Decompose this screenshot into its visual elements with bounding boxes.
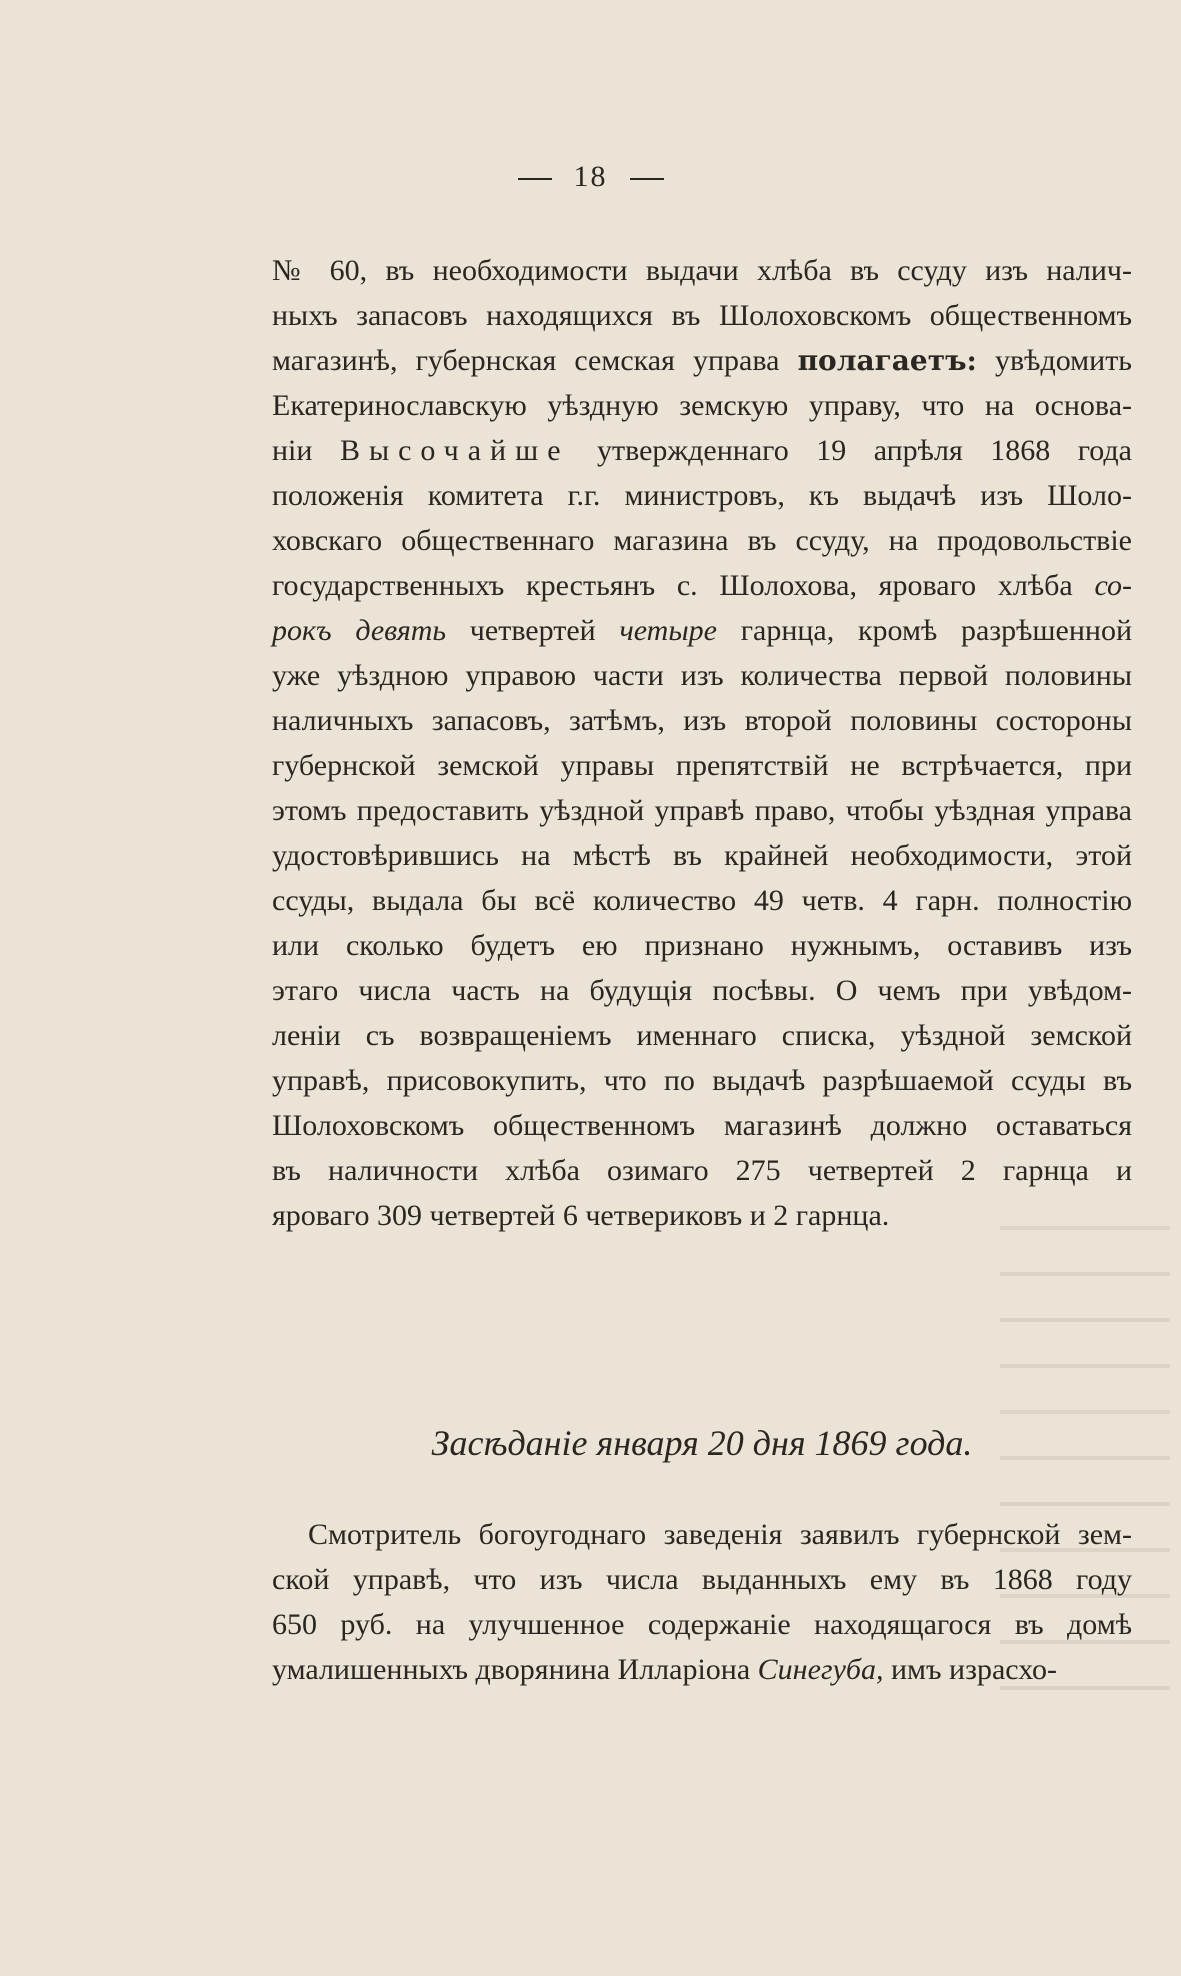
paragraph-session <box>272 1512 1132 1692</box>
text-line <box>272 1647 1132 1692</box>
text-line <box>272 698 1132 743</box>
text-segment: или сколько будетъ ею признано нужнымъ, оставивъ изъ <box>272 929 1132 962</box>
text-line <box>272 1193 1132 1238</box>
text-segment: со- <box>1094 569 1132 602</box>
text-segment: леніи съ возвращеніемъ именнаго списка, уѣздной земской <box>272 1019 1132 1052</box>
text-line <box>272 608 1132 653</box>
page-number-left-dash <box>518 178 552 180</box>
text-segment: удостовѣрившись на мѣстѣ въ крайней необходимости, этой <box>272 839 1132 872</box>
text-segment: Смотритель богоугоднаго заведенія заявилъ губернской зем- <box>308 1518 1132 1551</box>
text-segment: государственныхъ крестьянъ с. Шолохова, яроваго хлѣба <box>272 569 1095 602</box>
text-segment: этаго числа часть на будущія посѣвы. О чемъ при увѣдом- <box>272 974 1132 1007</box>
text-segment: Екатеринославскую уѣздную земскую управу, что на основа- <box>272 389 1132 422</box>
text-segment: уже уѣздною управою части изъ количества первой половины <box>272 659 1132 692</box>
text-segment: магазинѣ, губернская семская управа <box>272 344 798 377</box>
text-segment: № 60, въ необходимости выдачи хлѣба въ ссуду изъ налич- <box>272 254 1132 287</box>
section-heading: Засѣданіе января 20 дня 1869 года. <box>431 1423 973 1463</box>
text-segment: въ наличности хлѣба озимаго 275 четвертей 2 гарнца и <box>272 1154 1132 1187</box>
text-line <box>272 473 1132 518</box>
text-line <box>272 563 1132 608</box>
text-segment: полагаетъ: <box>797 344 977 377</box>
text-line <box>272 518 1132 563</box>
page-number-value: 18 <box>573 160 608 193</box>
text-segment: гарнца, кромѣ разрѣшенной <box>716 614 1132 647</box>
text-segment: положенія комитета г.г. министровъ, къ выдачѣ изъ Шоло- <box>272 479 1132 512</box>
text-line <box>272 1512 1132 1557</box>
text-line <box>272 1058 1132 1103</box>
text-line <box>272 248 1132 293</box>
text-segment: губернской земской управы препятствій не встрѣчается, при <box>272 749 1132 782</box>
text-line <box>272 1602 1132 1647</box>
text-segment: 650 руб. на улучшенное содержаніе находящагося въ домѣ <box>272 1608 1132 1641</box>
text-line <box>272 743 1132 788</box>
text-segment: рокъ девять <box>272 614 447 647</box>
text-segment: четвертей <box>446 614 620 647</box>
text-line <box>272 1013 1132 1058</box>
text-line <box>272 878 1132 923</box>
text-segment: увѣдомить <box>976 344 1132 377</box>
text-segment: этомъ предоставить уѣздной управѣ право, чтобы уѣздная управа <box>272 794 1132 827</box>
page-number <box>0 160 1181 194</box>
text-line <box>272 428 1132 473</box>
text-segment: ныхъ запасовъ находящихся въ Шолоховскомъ общественномъ <box>272 299 1132 332</box>
text-line <box>272 653 1132 698</box>
text-segment: ніи <box>272 434 340 467</box>
text-line <box>272 1557 1132 1602</box>
text-line <box>272 788 1132 833</box>
text-line <box>272 1103 1132 1148</box>
text-line <box>272 833 1132 878</box>
text-segment: Высочайше <box>339 434 570 467</box>
text-segment: ссуды, выдала бы всё количество 49 четв. 4 гарн. полностію <box>272 884 1132 917</box>
text-segment: управѣ, присовокупить, что по выдачѣ разрѣшаемой ссуды въ <box>272 1064 1132 1097</box>
text-line <box>272 293 1132 338</box>
text-segment: утвержденнаго 19 апрѣля 1868 года <box>569 434 1132 467</box>
page-number-right-dash <box>630 178 664 180</box>
text-segment: наличныхъ запасовъ, затѣмъ, изъ второй половины состороны <box>272 704 1132 737</box>
text-line <box>272 923 1132 968</box>
text-segment: Синегуба, <box>757 1653 884 1686</box>
text-segment: имъ израсхо- <box>883 1653 1058 1686</box>
text-segment: ской управѣ, что изъ числа выданныхъ ему въ 1868 году <box>272 1563 1132 1596</box>
text-segment: ховскаго общественнаго магазина въ ссуду, на продовольствіе <box>272 524 1132 557</box>
paragraph-continued <box>272 248 1132 1238</box>
text-line <box>272 383 1132 428</box>
text-line <box>272 1148 1132 1193</box>
text-segment: яроваго 309 четвертей 6 четвериковъ и 2 гарнца. <box>272 1199 890 1232</box>
text-segment: умалишенныхъ дворянина Илларіона <box>272 1653 758 1686</box>
text-segment: четыре <box>619 614 717 647</box>
text-segment: Шолоховскомъ общественномъ магазинѣ должно оставаться <box>272 1109 1132 1142</box>
text-line <box>272 338 1132 383</box>
text-line <box>272 968 1132 1013</box>
